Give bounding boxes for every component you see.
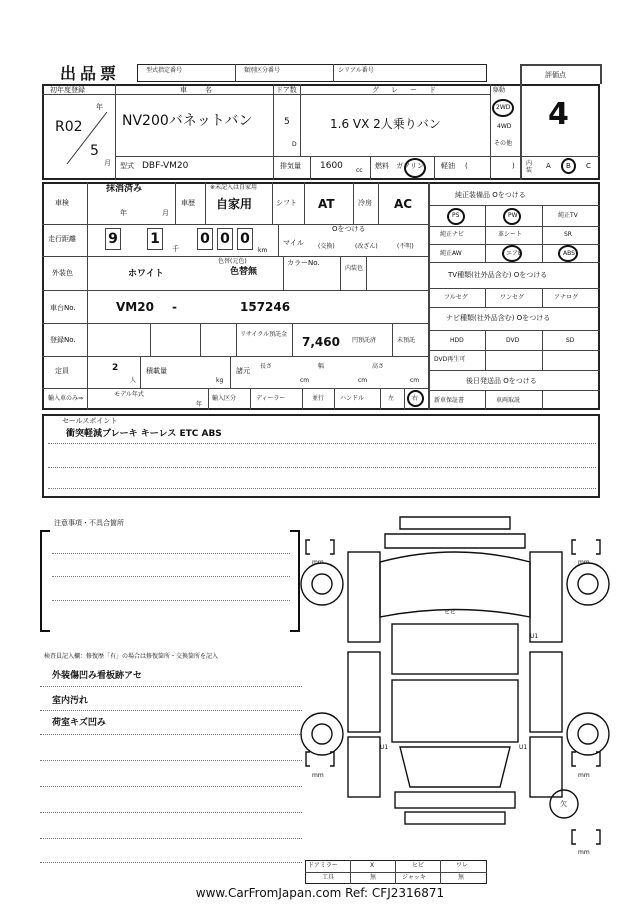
cc-unit: cc: [356, 167, 363, 174]
drive-4wd: 4WD: [497, 123, 512, 130]
recycle-unit: 円預託済: [352, 337, 377, 344]
unknown-label: (不明): [397, 243, 414, 250]
thousand-mark: 千: [172, 245, 179, 253]
cm-unit-2: cm: [358, 377, 368, 384]
mark-missing: 欠: [560, 800, 567, 808]
mark-left-rear: U1: [380, 744, 389, 751]
header-id-box: [137, 64, 487, 82]
tv-title: TV種類(社外品含む) Oをつける: [448, 271, 548, 279]
equip-leather: 革シート: [498, 231, 523, 238]
notes-label: 注意事項・不具合箇所: [54, 519, 124, 527]
displacement-label: 排気量: [280, 162, 301, 170]
parallel-label: 並行: [312, 395, 325, 402]
legend-break: ワレ: [456, 862, 469, 869]
length-label: 長さ: [260, 363, 273, 370]
fuel-label: 燃料: [375, 162, 389, 170]
drive-other: その他: [494, 140, 513, 147]
width-label: 幅: [318, 363, 325, 370]
legend-crack: ヒビ: [412, 862, 425, 869]
chassis-label: 車台No.: [50, 304, 76, 312]
fuel-circle: [404, 158, 426, 178]
dealer-label: ディーラー: [256, 395, 286, 402]
chassis-prefix: VM20: [116, 300, 154, 314]
retrofit-manual: 車両取説: [496, 397, 521, 404]
handle-left: 左: [388, 395, 395, 402]
ac-value: AC: [394, 197, 413, 211]
equip-abs-circle: [558, 245, 578, 262]
history-note: ※未記入は自家用: [210, 184, 258, 191]
model-year-label: モデル年式: [114, 391, 144, 398]
inspection-value: 抹消済み: [106, 184, 143, 194]
repaint-label: 色替(元色): [218, 258, 247, 265]
retrofit-warranty: 新車保証書: [434, 397, 465, 404]
sales-text: 衝突軽減ブレーキ キーレス ETC ABS: [66, 429, 222, 439]
color-no-label: カラーNo.: [287, 259, 320, 267]
mm-fr: mm: [578, 559, 590, 566]
inspector-label: 検査員記入欄：修復歴「有」の場合は修復箇所・交換箇所を記入: [44, 653, 219, 660]
footer-watermark: www.CarFromJapan.com Ref: CFJ2316871: [195, 886, 445, 900]
mark-right-door: U1: [530, 633, 539, 640]
model-cert-label: 型式指定番号: [146, 67, 183, 74]
equip-ps-circle: [447, 208, 465, 225]
serial-label: シリアル番号: [338, 67, 374, 74]
car-name-label: 車名: [180, 86, 230, 94]
navi-sd: SD: [566, 337, 575, 344]
equip-pw: PW: [508, 212, 518, 219]
month-mark: 月: [104, 159, 111, 167]
handle-right-circle: [407, 390, 424, 407]
drive-2wd: 2WD: [496, 104, 511, 111]
navi-hdd: HDD: [450, 337, 464, 344]
chassis-no: 157246: [240, 300, 291, 314]
notes-bracket-left: [40, 530, 50, 632]
navi-dvd: DVD: [506, 337, 520, 344]
chassis-dash: -: [172, 300, 177, 314]
legend-tools: 工具: [322, 874, 335, 881]
ext-color-label: 外装色: [52, 269, 73, 277]
odometer-digit: 0: [237, 228, 253, 250]
doors-label: ドア数: [276, 86, 297, 94]
light-oil: 軽油: [441, 162, 455, 170]
load-label: 積載量: [146, 367, 167, 375]
displacement-value: 1600: [320, 161, 343, 171]
mark-right-rear: U1: [519, 744, 528, 751]
ac-label: 冷房: [358, 199, 372, 207]
mark-hood: ヒビ: [444, 609, 457, 616]
inspection-label: 車検: [55, 199, 69, 207]
km-unit: km: [258, 247, 268, 254]
model-value: DBF-VM20: [142, 161, 189, 171]
import-label: 輸入車のみ⇒: [48, 395, 84, 402]
class-label: 類別区分番号: [244, 67, 281, 74]
legend-x: X: [370, 862, 375, 869]
recycle-value: 7,460: [302, 335, 340, 349]
reg-year: R02: [55, 119, 83, 135]
equip-sr: SR: [564, 231, 572, 238]
recycle-label: リサイクル預託金: [240, 331, 288, 338]
tv-oneseg: ワンセグ: [500, 294, 525, 301]
legend-tools-none: 無: [370, 874, 377, 881]
handle-label: ハンドル: [340, 395, 365, 402]
equip-abs: ABS: [563, 250, 575, 257]
legend-jack: ジャッキ: [402, 874, 426, 881]
interior-label: 内装: [526, 160, 533, 174]
height-label: 高さ: [372, 363, 385, 370]
mileage-label: 走行距離: [48, 235, 76, 243]
doors-sub: D: [292, 141, 297, 148]
reg-no-label: 登録No.: [50, 336, 76, 344]
cm-unit-1: cm: [300, 377, 310, 384]
equip-aw: 純正AW: [440, 250, 462, 257]
model-label: 型式: [120, 162, 134, 170]
interior-b: B: [566, 162, 571, 170]
doors-value: 5: [284, 117, 290, 127]
sales-label: セールスポイント: [62, 417, 118, 425]
import-class-label: 輸入区分: [212, 395, 237, 402]
exchange-label: (交換): [318, 243, 335, 250]
history-label: 車歴: [181, 199, 195, 207]
equip-airbag-circle: [502, 245, 522, 262]
tv-analog: アナログ: [554, 294, 579, 301]
sheet-title: 出品票: [60, 64, 121, 83]
tv-fullseg: フルセグ: [444, 294, 468, 301]
recycle-no: 未預託: [397, 337, 416, 344]
history-value: 自家用: [216, 197, 253, 211]
kg-unit: kg: [216, 377, 224, 384]
interior-a: A: [546, 162, 551, 170]
inspector-line-2: 室内汚れ: [52, 696, 89, 706]
navi-title: ナビ種類(社外品含む) Oをつける: [446, 314, 551, 322]
capacity-value: 2: [112, 363, 119, 373]
mm-rl: mm: [312, 772, 324, 779]
equip-tv: 純正TV: [558, 212, 578, 219]
car-name: NV200バネットバン: [122, 113, 253, 129]
year-mark: 年: [96, 103, 103, 111]
paren-close: ): [512, 162, 515, 170]
model-year-mark: 年: [196, 401, 203, 408]
mm-fl: mm: [312, 559, 324, 566]
sales-block: [42, 414, 600, 498]
equip-airbag: エアB: [506, 250, 523, 257]
fuel-value: ガソリン: [396, 162, 424, 170]
tampered-label: (改ざん): [355, 243, 378, 250]
mm-rr: mm: [578, 772, 590, 779]
legend-jack-none: 無: [458, 874, 465, 881]
shift-label: シフト: [276, 199, 297, 207]
cm-unit-3: cm: [410, 377, 420, 384]
grade-label: グレード: [372, 86, 448, 94]
interior-b-circle: [561, 158, 576, 174]
int-color-label: 内装色: [345, 265, 364, 272]
interior-c: C: [586, 162, 591, 170]
odometer-digit: 1: [147, 228, 163, 250]
ext-color-value: ホワイト: [128, 269, 164, 279]
mileage-circle-hint: Oをつける: [332, 225, 366, 233]
mile-label: マイル: [283, 239, 304, 247]
person-unit: 人: [130, 377, 137, 384]
first-reg-label: 初年度登録: [50, 86, 85, 94]
repaint-value: 色替無: [230, 267, 258, 277]
equipment-title: 純正装備品 Oをつける: [455, 191, 526, 199]
odometer-digit: 9: [105, 228, 121, 250]
legend-mirror: ドアミラー: [308, 862, 338, 869]
drive-2wd-circle: [492, 99, 514, 117]
reg-month: 5: [90, 143, 99, 159]
odometer-digit: 0: [197, 228, 213, 250]
score-value: 4: [548, 97, 569, 132]
mm-spare: mm: [578, 849, 590, 856]
equip-ps: PS: [452, 212, 460, 219]
equip-navi: 純正ナビ: [440, 231, 465, 238]
dvd-playback: DVD再生可: [434, 356, 466, 363]
grade-value: 1.6 VX 2人乗りバン: [330, 117, 441, 131]
insp-year-mark: 年: [120, 209, 127, 217]
shift-value: AT: [318, 197, 335, 211]
odometer-digit: 0: [217, 228, 233, 250]
capacity-label: 定員: [55, 367, 69, 375]
insp-month-mark: 月: [162, 209, 169, 217]
score-label: 評価点: [545, 71, 566, 79]
inspector-line-1: 外装傷凹み看板跡アセ: [52, 671, 142, 681]
dim-label: 諸元: [236, 367, 250, 375]
paren-open: (: [465, 162, 468, 170]
equip-pw-circle: [503, 208, 521, 225]
retrofit-title: 後日発送品 Oをつける: [466, 377, 537, 385]
handle-right: 右: [412, 395, 419, 402]
drive-label: 駆動: [493, 87, 506, 94]
notes-bracket-right: [290, 530, 300, 632]
inspector-line-3: 荷室キズ凹み: [52, 718, 106, 728]
